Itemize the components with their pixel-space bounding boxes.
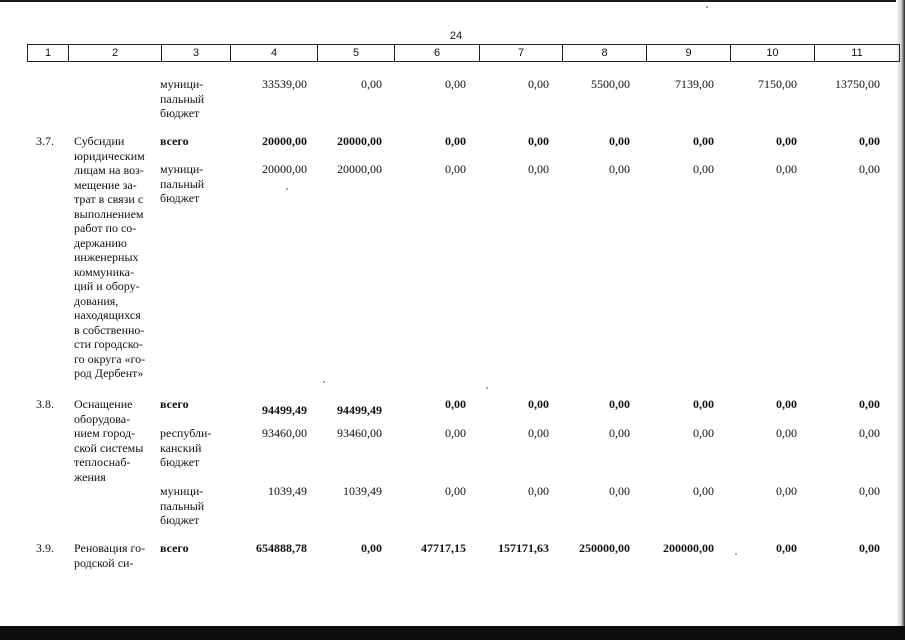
amount-cell: 250000,00 [579,541,630,555]
amount-cell: 93460,00 [337,426,382,440]
amount-cell: 20000,00 [337,162,382,176]
amount-cell: 0,00 [609,397,630,411]
amount-cell: 0,00 [693,397,714,411]
amount-cell: 0,00 [859,162,880,176]
column-number-3: 3 [162,45,231,62]
item-number: 3.8. [36,397,54,411]
amount-cell: 0,00 [776,426,797,440]
scan-speck [486,387,488,389]
amount-cell: 0,00 [693,484,714,498]
funding-source-label: республи- канский бюджет [160,426,212,469]
amount-cell: 93460,00 [262,426,307,440]
amount-cell: 7139,00 [675,77,714,91]
scan-top-edge [0,0,905,2]
scan-right-shadow [896,0,905,626]
amount-cell: 0,00 [361,541,382,555]
amount-cell: 0,00 [528,162,549,176]
amount-cell: 0,00 [776,397,797,411]
amount-cell: 0,00 [693,162,714,176]
amount-cell: 200000,00 [663,541,714,555]
amount-cell: 7150,00 [758,77,797,91]
amount-cell: 0,00 [693,134,714,148]
amount-cell: 20000,00 [262,162,307,176]
amount-cell: 0,00 [776,134,797,148]
amount-cell: 1039,49 [268,484,307,498]
item-name: Оснащение оборудова- нием город- ской системы теплоснаб- жения [74,397,144,484]
column-number-8: 8 [563,45,647,62]
funding-source-label: муници- пальный бюджет [160,484,205,527]
amount-cell: 0,00 [859,426,880,440]
amount-cell: 0,00 [445,77,466,91]
amount-cell: 0,00 [776,162,797,176]
item-name: Реновация го- родской си- [74,541,146,570]
item-name: Субсидии юридическим лицам на воз- мещение за- трат в связи с выполнением работ по со- держанию инженерных коммуника- ций и обору- дования, находящихся в собственно- сти городско- го округа «го- род Дербент» [74,134,146,380]
column-number-7: 7 [480,45,563,62]
amount-cell: 0,00 [528,134,549,148]
amount-cell: 0,00 [528,397,549,411]
column-number-9: 9 [647,45,731,62]
column-number-5: 5 [318,45,395,62]
amount-cell: 0,00 [528,426,549,440]
funding-source-label: всего [160,134,189,148]
amount-cell: 0,00 [859,397,880,411]
amount-cell: 0,00 [445,162,466,176]
amount-cell: 5500,00 [591,77,630,91]
amount-cell: 0,00 [609,426,630,440]
column-number-2: 2 [69,45,162,62]
amount-cell: 0,00 [776,541,797,555]
item-number: 3.9. [36,541,54,555]
amount-cell: 654888,78 [256,541,307,555]
funding-source-label: всего [160,541,189,555]
page-number: 24 [449,30,463,42]
amount-cell: 0,00 [776,484,797,498]
column-number-10: 10 [731,45,815,62]
amount-cell: 20000,00 [262,134,307,148]
amount-cell: 0,00 [859,484,880,498]
amount-cell: 0,00 [609,162,630,176]
item-number: 3.7. [36,134,54,148]
column-number-header [27,44,900,62]
amount-cell: 157171,63 [498,541,549,555]
amount-cell: 13750,00 [835,77,880,91]
amount-cell: 94499,49 [337,403,382,417]
amount-cell: 0,00 [859,134,880,148]
amount-cell: 0,00 [445,134,466,148]
scan-speck [323,381,325,383]
amount-cell: 0,00 [693,426,714,440]
column-number-4: 4 [231,45,318,62]
amount-cell: 20000,00 [337,134,382,148]
amount-cell: 0,00 [528,484,549,498]
scan-bottom-edge [0,626,905,640]
amount-cell: 47717,15 [421,541,466,555]
amount-cell: 1039,49 [343,484,382,498]
funding-source-label: муници- пальный бюджет [160,77,205,120]
scan-speck [735,553,737,555]
amount-cell: 0,00 [445,426,466,440]
amount-cell: 94499,49 [262,403,307,417]
amount-cell: 33539,00 [262,77,307,91]
amount-cell: 0,00 [445,484,466,498]
scan-speck [286,188,288,190]
funding-source-label: всего [160,397,189,411]
amount-cell: 0,00 [445,397,466,411]
amount-cell: 0,00 [609,484,630,498]
amount-cell: 0,00 [361,77,382,91]
scan-speck [706,6,708,8]
amount-cell: 0,00 [528,77,549,91]
amount-cell: 0,00 [609,134,630,148]
funding-source-label: муници- пальный бюджет [160,162,205,205]
column-number-1: 1 [28,45,69,62]
column-number-6: 6 [395,45,480,62]
amount-cell: 0,00 [859,541,880,555]
column-number-11: 11 [815,45,900,62]
